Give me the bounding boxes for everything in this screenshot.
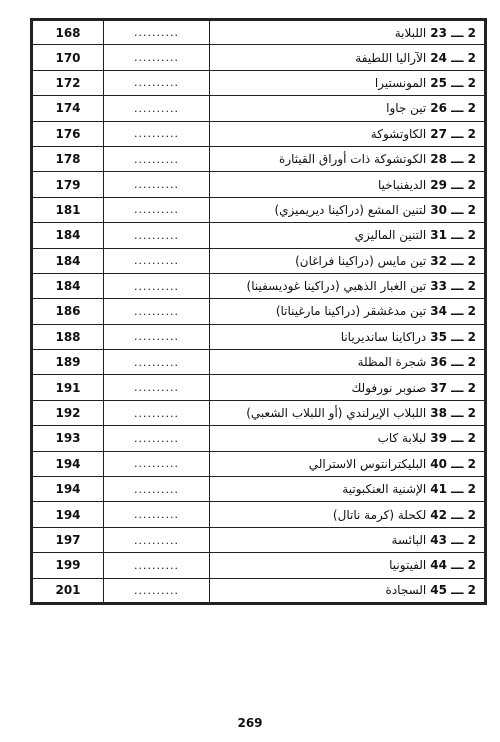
toc-entry-number: 2 ـــ 38 [430, 406, 476, 421]
toc-page-number: 192 [32, 400, 104, 425]
toc-dot-leader: .......... [104, 375, 210, 400]
toc-row [32, 20, 486, 45]
toc-row [32, 553, 486, 578]
toc-dot-leader: .......... [104, 426, 210, 451]
toc-page-number: 191 [32, 375, 104, 400]
toc-entry [210, 299, 486, 324]
toc-row [32, 527, 486, 552]
toc-entry-title: لتنين المشع (دراكينا ديريميزي) [274, 202, 427, 217]
toc-row [32, 477, 486, 502]
toc-entry-number: 2 ـــ 33 [430, 279, 476, 294]
toc-entry [210, 527, 486, 552]
toc-dot-leader: .......... [104, 248, 210, 273]
toc-page-number: 184 [32, 273, 104, 298]
toc-dot-leader: .......... [104, 451, 210, 476]
toc-entry-number: 2 ـــ 25 [430, 75, 476, 90]
toc-dot-leader: .......... [104, 350, 210, 375]
toc-page-number: 188 [32, 324, 104, 349]
toc-dot-leader: .......... [104, 502, 210, 527]
toc-dot-leader: .......... [104, 197, 210, 222]
toc-entry [210, 350, 486, 375]
toc-entry-title: تين مدغشقر (دراكينا مارغيناتا) [275, 304, 427, 319]
toc-table [30, 18, 487, 605]
toc-row [32, 502, 486, 527]
toc-dot-leader: .......... [104, 146, 210, 171]
toc-page-number: 172 [32, 70, 104, 95]
toc-dot-leader: .......... [104, 172, 210, 197]
toc-entry [210, 70, 486, 95]
toc-entry [210, 248, 486, 273]
toc-entry-number: 2 ـــ 42 [430, 507, 476, 522]
toc-entry-title: الديفنباخيا [377, 177, 427, 192]
toc-entry-number: 2 ـــ 41 [430, 482, 476, 497]
toc-dot-leader: .......... [104, 96, 210, 121]
toc-entry-title: الكاوتشوكة [370, 126, 427, 141]
toc-entry-number: 2 ـــ 44 [430, 558, 476, 573]
toc-dot-leader: .......... [104, 400, 210, 425]
toc-entry-number: 2 ـــ 29 [430, 177, 476, 192]
toc-entry [210, 172, 486, 197]
toc-page-number: 181 [32, 197, 104, 222]
toc-page-number: 186 [32, 299, 104, 324]
toc-entry [210, 553, 486, 578]
toc-entry-title: شجرة المظلة [357, 355, 427, 370]
toc-entry-title: تين مايس (دراكينا فراغان) [295, 253, 427, 268]
toc-row [32, 197, 486, 222]
toc-entry [210, 197, 486, 222]
toc-entry-number: 2 ـــ 23 [430, 25, 476, 40]
page-number: 269 [237, 716, 263, 730]
toc-dot-leader: .......... [104, 324, 210, 349]
toc-entry-title: لكحلة (كرمة ناتال) [332, 507, 427, 522]
toc-entry-title: الإشنية العنكبوتية [342, 482, 427, 497]
toc-row [32, 248, 486, 273]
toc-page-number: 170 [32, 45, 104, 70]
toc-row [32, 451, 486, 476]
toc-page-number: 174 [32, 96, 104, 121]
toc-dot-leader: .......... [104, 477, 210, 502]
toc-entry-title: الكوتشوكة ذات أوراق القيثارة [279, 152, 427, 167]
toc-entry [210, 121, 486, 146]
toc-entry-title: تين جاوا [386, 101, 427, 116]
toc-page-number: 194 [32, 502, 104, 527]
toc-page-number: 179 [32, 172, 104, 197]
toc-row [32, 400, 486, 425]
toc-entry [210, 451, 486, 476]
toc-entry-number: 2 ـــ 40 [430, 456, 476, 471]
toc-dot-leader: .......... [104, 273, 210, 298]
toc-entry-title: البليكترانتوس الاسترالي [308, 456, 427, 471]
toc-row [32, 70, 486, 95]
toc-entry-number: 2 ـــ 43 [430, 533, 476, 547]
toc-entry-title: صنوبر نورفولك [351, 380, 427, 395]
toc-entry-title: التنين الماليزي [354, 228, 427, 243]
toc-dot-leader: .......... [104, 527, 210, 552]
toc-row [32, 375, 486, 400]
toc-dot-leader: .......... [104, 70, 210, 95]
toc-entry-number: 2 ـــ 24 [430, 50, 476, 65]
toc-entry-title: اللبلاب الإيرلندي (أو اللبلاب الشعبي) [246, 406, 427, 421]
toc-entry-number: 2 ـــ 35 [430, 329, 476, 344]
toc-row [32, 273, 486, 298]
toc-row [32, 223, 486, 248]
toc-entry-number: 2 ـــ 30 [430, 202, 476, 217]
toc-dot-leader: .......... [104, 223, 210, 248]
toc-entry [210, 477, 486, 502]
toc-page-number: 193 [32, 426, 104, 451]
toc-body [32, 20, 486, 604]
toc-entry-title: الفيتونيا [389, 558, 427, 573]
toc-dot-leader: .......... [104, 578, 210, 603]
toc-page-number: 168 [32, 20, 104, 45]
toc-row [32, 146, 486, 171]
toc-entry-number: 2 ـــ 26 [430, 101, 476, 116]
toc-page-number: 199 [32, 553, 104, 578]
toc-page-number: 178 [32, 146, 104, 171]
toc-dot-leader: .......... [104, 121, 210, 146]
toc-entry-number: 2 ـــ 32 [430, 253, 476, 268]
toc-entry [210, 502, 486, 527]
toc-entry-number: 2 ـــ 31 [430, 228, 476, 243]
toc-row [32, 350, 486, 375]
toc-entry [210, 578, 486, 603]
toc-entry-title: تين الغبار الذهبي (دراكينا غوديسفينا) [246, 279, 427, 294]
toc-dot-leader: .......... [104, 45, 210, 70]
toc-entry-number: 2 ـــ 45 [430, 583, 476, 598]
toc-page-number: 201 [32, 578, 104, 603]
toc-entry [210, 426, 486, 451]
toc-entry [210, 146, 486, 171]
toc-entry-number: 2 ـــ 34 [430, 304, 476, 319]
toc-row [32, 324, 486, 349]
toc-entry [210, 273, 486, 298]
toc-entry [210, 20, 486, 45]
toc-row [32, 578, 486, 603]
toc-entry-title: دراكاينا سانديريانا [340, 329, 427, 344]
toc-entry-title: اللبلابة [394, 25, 427, 40]
toc-entry-title: لبلابة كاب [377, 431, 427, 446]
toc-entry [210, 400, 486, 425]
toc-entry-number: 2 ـــ 36 [430, 355, 476, 370]
toc-dot-leader: .......... [104, 20, 210, 45]
toc-entry-title: الآراليا اللطيفة [355, 50, 427, 65]
toc-entry-title: السجادة [385, 583, 427, 598]
toc-entry-number: 2 ـــ 28 [430, 152, 476, 167]
toc-page-number: 194 [32, 451, 104, 476]
toc-dot-leader: .......... [104, 299, 210, 324]
toc-page-number: 176 [32, 121, 104, 146]
toc-page-number: 189 [32, 350, 104, 375]
toc-page-number: 184 [32, 223, 104, 248]
toc-entry-title: البائسة [391, 533, 427, 547]
toc-row [32, 45, 486, 70]
toc-row [32, 121, 486, 146]
toc-row [32, 96, 486, 121]
toc-row [32, 426, 486, 451]
toc-page-number: 184 [32, 248, 104, 273]
toc-page-number: 197 [32, 527, 104, 552]
toc-row [32, 299, 486, 324]
toc-entry [210, 45, 486, 70]
toc-page-number: 194 [32, 477, 104, 502]
toc-entry [210, 223, 486, 248]
toc-entry-title: المونستيرا [374, 75, 427, 90]
toc-entry-number: 2 ـــ 39 [430, 431, 476, 446]
toc-entry-number: 2 ـــ 27 [430, 126, 476, 141]
toc-entry [210, 375, 486, 400]
toc-entry-number: 2 ـــ 37 [430, 380, 476, 395]
toc-entry [210, 96, 486, 121]
toc-dot-leader: .......... [104, 553, 210, 578]
toc-row [32, 172, 486, 197]
toc-entry [210, 324, 486, 349]
